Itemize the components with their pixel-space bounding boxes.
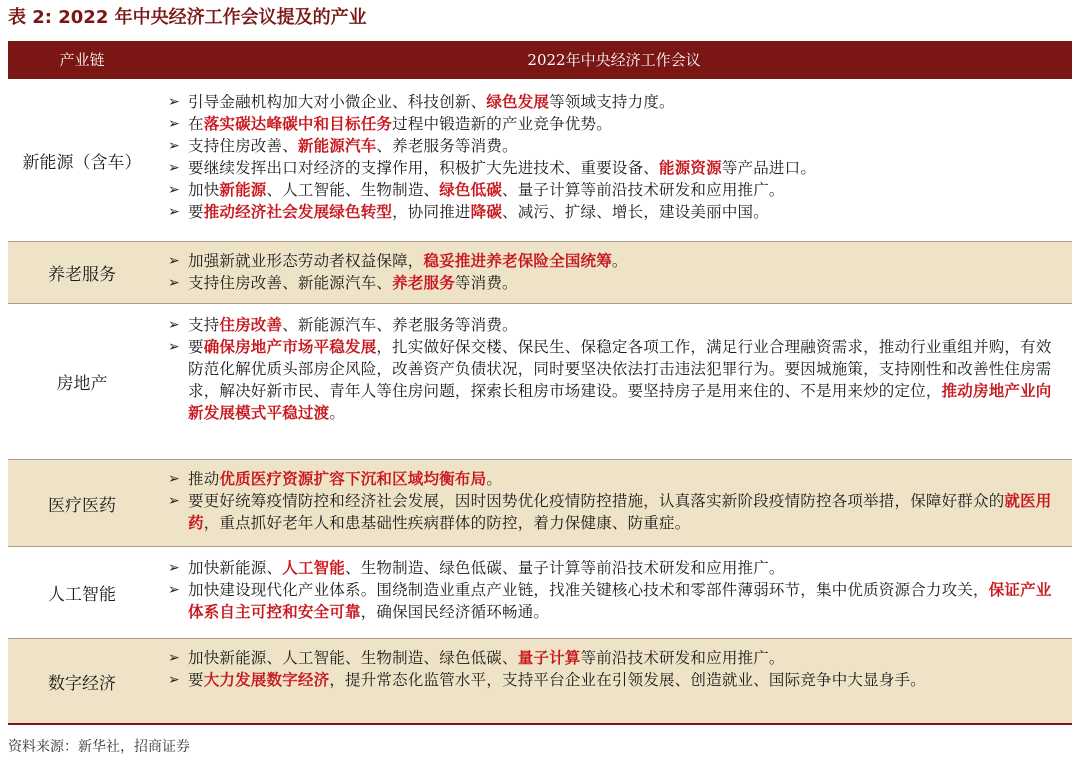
body-text: 要: [188, 203, 204, 221]
table-title: 表 2: 2022 年中央经济工作会议提及的产业: [8, 7, 367, 28]
bullet-item: [168, 91, 1066, 113]
body-text: 支持住房改善、新能源汽车、: [188, 274, 393, 292]
highlight-text: 量子计算: [517, 648, 581, 667]
highlight-text: 推动房地产业向新发展模式平稳过渡: [188, 381, 1052, 422]
content-cell: [156, 547, 1072, 638]
body-text: 等产品进口。: [721, 159, 817, 177]
highlight-text: 人工智能: [282, 558, 346, 577]
body-text: 加强新就业形态劳动者权益保障，: [188, 252, 424, 270]
bullet-item: [168, 135, 1066, 157]
body-text: 。: [329, 404, 346, 422]
bullet-item: [168, 157, 1066, 179]
body-text: 。: [611, 252, 628, 270]
industry-cell: 人工智能: [48, 585, 116, 605]
highlight-text: 落实碳达峰碳中和目标任务: [203, 114, 393, 133]
body-text: 、减污、扩绿、增长，建设美丽中国。: [502, 203, 769, 221]
highlight-text: 推动经济社会发展绿色转型: [203, 202, 393, 221]
industry-cell: 房地产: [56, 374, 108, 394]
body-text: 要更好统筹疫情防控和经济社会发展，因时因势优化疫情防控措施，认真落实新阶段疫情防控各项举措，保障好群众的: [188, 492, 1005, 510]
highlight-text: 绿色低碳: [439, 180, 503, 199]
header-industry-chain: 产业链: [59, 51, 105, 69]
body-text: 、新能源汽车、养老服务等消费。: [282, 316, 518, 334]
body-text: 加快: [188, 181, 220, 199]
bullet-item: [168, 250, 1066, 272]
body-text: 、养老服务等消费。: [376, 137, 518, 155]
body-text: ，协同推进: [392, 203, 471, 221]
highlight-text: 就医用药: [188, 491, 1052, 532]
body-text: ，扎实做好保交楼、保民生、保稳定各项工作，满足行业合理融资需求，推动行业重组并购，有效防范化解优质头部房企风险，改善资产负债状况，同时要坚决依法打击违法犯罪行为。要因城施策，支持刚性和改善性住房需求，解决好新市民、青年人等住房问题，探索长租房市场建设。要坚持房子是用来住的、不是用来炒的定位，: [188, 338, 1052, 400]
bullet-item: [168, 557, 1066, 579]
table-header: [8, 41, 1072, 79]
highlight-text: 稳妥推进养老保险全国统筹: [423, 251, 612, 270]
body-text: 加快新能源、人工智能、生物制造、绿色低碳、: [188, 649, 518, 667]
industry-cell: 医疗医药: [48, 495, 116, 516]
industry-cell: 新能源（含车）: [22, 152, 142, 173]
bullet-item: [168, 201, 1066, 223]
body-text: 、生物制造、绿色低碳、量子计算等前沿技术研发和应用推广。: [345, 559, 785, 577]
bullet-item: [168, 336, 1066, 424]
body-text: 加快新能源、: [188, 559, 283, 577]
body-text: 要: [188, 338, 204, 356]
content-cell: [156, 304, 1072, 459]
body-text: 引导金融机构加大对小微企业、科技创新、: [188, 93, 487, 111]
source-note: 资料来源：新华社，招商证券: [8, 739, 190, 755]
industry-cell: 数字经济: [48, 673, 116, 694]
highlight-text: 保证产业体系自主可控和安全可靠: [188, 580, 1052, 621]
highlight-text: 优质医疗资源扩容下沉和区域均衡布局: [219, 469, 487, 488]
body-text: 、量子计算等前沿技术研发和应用推广。: [502, 181, 785, 199]
highlight-text: 能源资源: [659, 158, 722, 177]
body-text: 、人工智能、生物制造、: [266, 181, 440, 199]
table-row: [8, 79, 1072, 241]
bullet-list: [168, 250, 1066, 294]
highlight-text: 新能源: [219, 180, 267, 199]
highlight-text: 绿色发展: [486, 92, 550, 111]
highlight-text: 新能源汽车: [297, 136, 377, 155]
body-text: 支持住房改善、: [188, 137, 298, 155]
highlight-text: 养老服务: [392, 273, 455, 292]
table-row: [8, 546, 1072, 638]
body-text: 支持: [188, 316, 220, 334]
bullet-item: [168, 314, 1066, 336]
body-text: 加快建设现代化产业体系。围绕制造业重点产业链，找准关键核心技术和零部件薄弱环节，集中优质资源合力攻关，: [188, 581, 989, 599]
body-text: ，提升常态化监管水平，支持平台企业在引领发展、创造就业、国际竞争中大显身手。: [329, 671, 926, 689]
content-cell: [156, 79, 1072, 241]
body-text: 。: [486, 470, 503, 488]
body-text: ，重点抓好老年人和患基础性疾病群体的防控，着力保健康、防重症。: [203, 514, 691, 532]
bullet-item: [168, 468, 1066, 490]
body-text: ，确保国民经济循环畅通。: [360, 603, 550, 621]
table-row: [8, 241, 1072, 303]
body-text: 过程中锻造新的产业竞争优势。: [392, 115, 612, 133]
bullet-list: [168, 557, 1066, 623]
highlight-text: 确保房地产市场平稳发展: [203, 337, 377, 356]
table-row: [8, 638, 1072, 723]
bullet-item: [168, 113, 1066, 135]
bullet-list: [168, 91, 1066, 223]
body-text: 推动: [188, 470, 220, 488]
bullet-item: [168, 669, 1066, 691]
bullet-list: [168, 647, 1066, 691]
body-text: 要继续发挥出口对经济的支撑作用，积极扩大先进技术、重要设备、: [188, 159, 660, 177]
body-text: 在: [188, 115, 204, 133]
bullet-list: [168, 314, 1066, 424]
content-cell: [156, 460, 1072, 546]
table-row: [8, 303, 1072, 459]
bullet-item: [168, 490, 1066, 534]
content-cell: [156, 639, 1072, 723]
body-text: 等消费。: [454, 274, 518, 292]
highlight-text: 大力发展数字经济: [203, 670, 330, 689]
header-conference: 2022年中央经济工作会议: [527, 51, 701, 69]
table-row: [8, 459, 1072, 546]
bullet-item: [168, 179, 1066, 201]
bullet-list: [168, 468, 1066, 534]
bullet-item: [168, 579, 1066, 623]
bullet-item: [168, 272, 1066, 294]
highlight-text: 降碳: [470, 202, 503, 221]
bullet-item: [168, 647, 1066, 669]
highlight-text: 住房改善: [219, 315, 283, 334]
body-text: 要: [188, 671, 204, 689]
industry-table: [8, 41, 1072, 725]
body-text: 等领域支持力度。: [549, 93, 675, 111]
industry-cell: 养老服务: [48, 265, 116, 285]
body-text: 等前沿技术研发和应用推广。: [580, 649, 785, 667]
content-cell: [156, 242, 1072, 303]
